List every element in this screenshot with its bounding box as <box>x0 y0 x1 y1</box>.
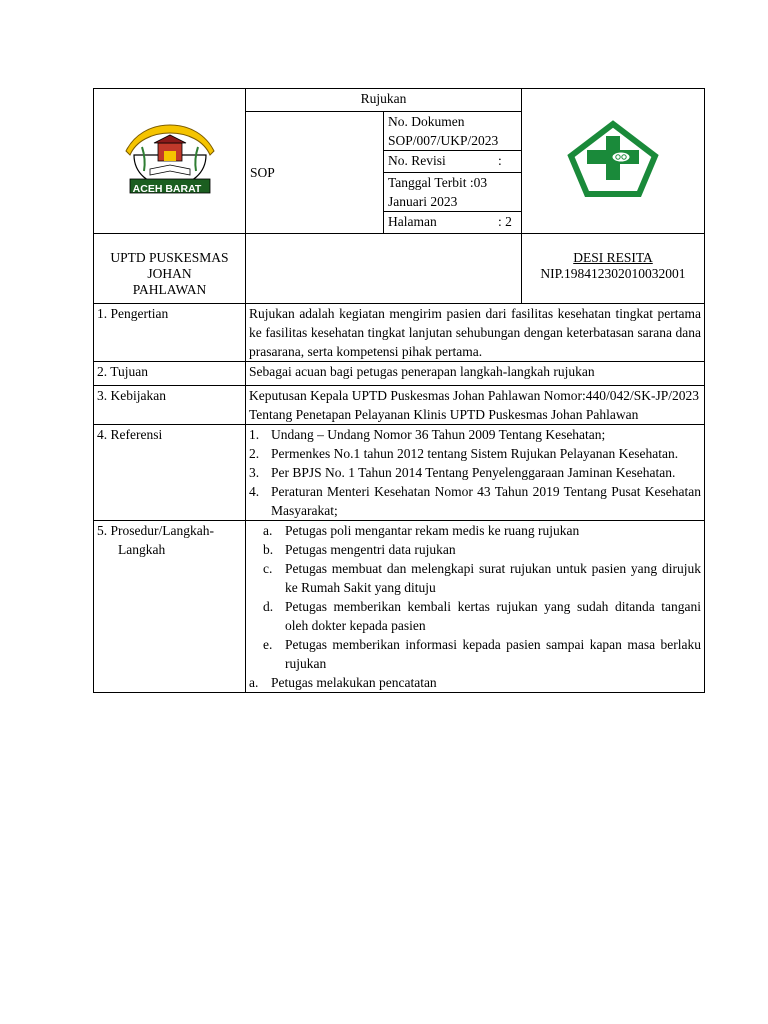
list-text: Petugas membuat dan melengkapi surat rujukan untuk pasien yang dirujuk ke Rumah Sakit yang dituju <box>285 561 701 595</box>
institution-line1: UPTD PUSKESMAS <box>110 250 229 265</box>
list-number: c. <box>263 561 273 576</box>
row-pengertian <box>94 304 705 362</box>
prosedur-list <box>249 521 701 692</box>
no-dokumen: No. Dokumen SOP/007/UKP/2023 <box>384 111 522 150</box>
list-text: Undang – Undang Nomor 36 Tahun 2009 Tentang Kesehatan; <box>271 427 606 442</box>
list-item <box>249 673 701 692</box>
list-item <box>249 463 701 482</box>
row-kebijakan <box>94 386 705 425</box>
sop-table <box>93 88 705 693</box>
list-number: b. <box>263 542 274 557</box>
institution-line3: PAHLAWAN <box>132 282 207 297</box>
signature-space <box>246 234 522 304</box>
list-number: e. <box>263 637 273 652</box>
tujuan-label: 2. Tujuan <box>94 362 246 386</box>
pengertian-text: Rujukan adalah kegiatan mengirim pasien dari fasilitas kesehatan tingkat pertama ke fasilitas kesehatan tingkat lanjutan sehubungan dengan keterbatasan sarana dana prasarana, serta kompetensi pihak pertama. <box>246 304 705 362</box>
referensi-list <box>249 425 701 520</box>
referensi-label: 4. Referensi <box>94 425 246 521</box>
prosedur-label <box>94 521 246 693</box>
list-item <box>249 521 701 540</box>
signer-name: DESI RESITA <box>573 250 653 265</box>
halaman-value: : 2 <box>498 213 512 229</box>
row-tujuan <box>94 362 705 386</box>
list-number: a. <box>263 523 273 538</box>
list-item <box>249 444 701 463</box>
aceh-barat-label: ACEH BARAT <box>132 183 202 195</box>
prosedur-label-line2: Langkah <box>118 542 166 557</box>
no-revisi <box>384 150 522 172</box>
sop-document <box>93 88 704 693</box>
list-text: Petugas poli mengantar rekam medis ke ruang rujukan <box>285 523 580 538</box>
signer-block <box>522 234 705 304</box>
halaman <box>384 211 522 233</box>
puskesmas-logo-cell <box>522 89 705 234</box>
list-number: d. <box>263 599 274 614</box>
list-number: 2. <box>249 446 260 461</box>
list-item <box>249 482 701 520</box>
list-item <box>249 597 701 635</box>
tujuan-text: Sebagai acuan bagi petugas penerapan langkah-langkah rujukan <box>246 362 705 386</box>
kebijakan-line2: Tentang Penetapan Pelayanan Klinis UPTD Puskesmas Johan Pahlawan <box>249 407 639 422</box>
row-prosedur <box>94 521 705 693</box>
halaman-label: Halaman <box>388 213 437 229</box>
list-text: Petugas memberikan kembali kertas rujukan yang sudah ditanda tangani oleh dokter kepada pasien <box>285 599 701 633</box>
kebijakan-label: 3. Kebijakan <box>94 386 246 425</box>
document-title: Rujukan <box>246 89 521 111</box>
puskesmas-logo-icon <box>565 120 661 198</box>
list-number: 4. <box>249 484 260 499</box>
kebijakan-text <box>246 386 705 425</box>
aceh-barat-logo-cell <box>94 89 246 234</box>
referensi-list-cell <box>246 425 705 521</box>
row-referensi <box>94 425 705 521</box>
no-revisi-value: : <box>498 152 502 168</box>
kebijakan-line1: Keputusan Kepala UPTD Puskesmas Johan Pahlawan Nomor:440/042/SK-JP/2023 <box>249 388 699 403</box>
list-number: 3. <box>249 465 260 480</box>
document-info-cell <box>246 89 522 234</box>
list-item <box>249 540 701 559</box>
list-number: a. <box>249 675 259 690</box>
list-text: Peraturan Menteri Kesehatan Nomor 43 Tahun 2019 Tentang Pusat Kesehatan Masyarakat; <box>271 484 701 518</box>
institution-line2: JOHAN <box>147 266 192 281</box>
pengertian-label: 1. Pengertian <box>94 304 246 362</box>
prosedur-label-line1: 5. Prosedur/Langkah- <box>97 523 214 538</box>
signer-nip: NIP.198412302010032001 <box>540 266 686 281</box>
list-text: Petugas mengentri data rujukan <box>285 542 456 557</box>
sop-label: SOP <box>246 111 384 233</box>
prosedur-list-cell <box>246 521 705 693</box>
list-text: Petugas memberikan informasi kepada pasien sampai kapan masa berlaku rujukan <box>285 637 701 671</box>
no-revisi-label: No. Revisi <box>388 152 446 168</box>
institution-name <box>94 234 246 304</box>
list-text: Petugas melakukan pencatatan <box>271 675 437 690</box>
list-number: 1. <box>249 427 260 442</box>
list-item <box>249 425 701 444</box>
list-item <box>249 635 701 673</box>
list-item <box>249 559 701 597</box>
list-text: Per BPJS No. 1 Tahun 2014 Tentang Penyelenggaraan Jaminan Kesehatan. <box>271 465 676 480</box>
tanggal-terbit: Tanggal Terbit :03 Januari 2023 <box>384 172 522 211</box>
list-text: Permenkes No.1 tahun 2012 tentang Sistem Rujukan Pelayanan Kesehatan. <box>271 446 679 461</box>
